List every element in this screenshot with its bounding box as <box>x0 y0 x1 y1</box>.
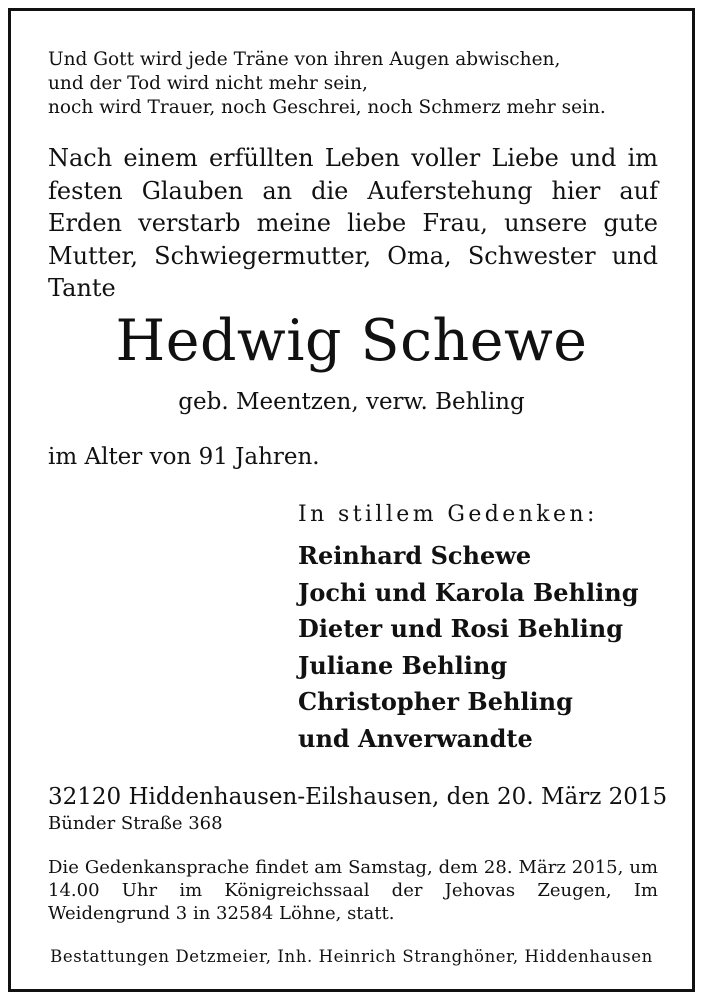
maiden-names: geb. Meentzen, verw. Behling <box>178 389 525 415</box>
intro-paragraph: Nach einem erfüllten Leben voller Liebe und im festen Glauben an die Auferstehung hier auf Erden verstarb meine liebe Frau, unsere gute Mutter, Schwiegermutter, Oma, Schwester und Tante <box>48 144 658 302</box>
mourner-name: Jochi und Karola Behling <box>298 577 639 607</box>
bible-verse <box>48 48 660 120</box>
verse-line: und der Tod wird nicht mehr sein, <box>48 73 368 94</box>
age-statement: im Alter von 91 Jahren. <box>48 444 320 470</box>
verse-line: Und Gott wird jede Träne von ihren Augen abwischen, <box>48 49 561 70</box>
mourners-list <box>298 538 639 757</box>
mourner-name: Christopher Behling <box>298 687 573 716</box>
undertaker-line: Bestattungen Detzmeier, Inh. Heinrich Stranghöner, Hiddenhausen <box>50 947 653 966</box>
service-notice: Die Gedenkansprache findet am Samstag, dem 28. März 2015, um 14.00 Uhr im Königreichssaal der Jehovas Zeugen, Im Weidengrund 3 in 32584 Löhne, statt. <box>48 857 658 924</box>
mourner-name: Reinhard Schewe <box>298 541 532 570</box>
memory-heading: In stillem Gedenken: <box>298 502 598 527</box>
mourner-name: Juliane Behling <box>298 650 508 680</box>
deceased-name: Hedwig Schewe <box>115 308 588 374</box>
mourner-name: Dieter und Rosi Behling <box>298 614 623 643</box>
mourner-name: und Anverwandte <box>298 723 533 753</box>
verse-line: noch wird Trauer, noch Geschrei, noch Schmerz mehr sein. <box>48 97 606 118</box>
street-address: Bünder Straße 368 <box>48 813 223 834</box>
place-and-date: 32120 Hiddenhausen-Eilshausen, den 20. März 2015 <box>48 784 668 810</box>
